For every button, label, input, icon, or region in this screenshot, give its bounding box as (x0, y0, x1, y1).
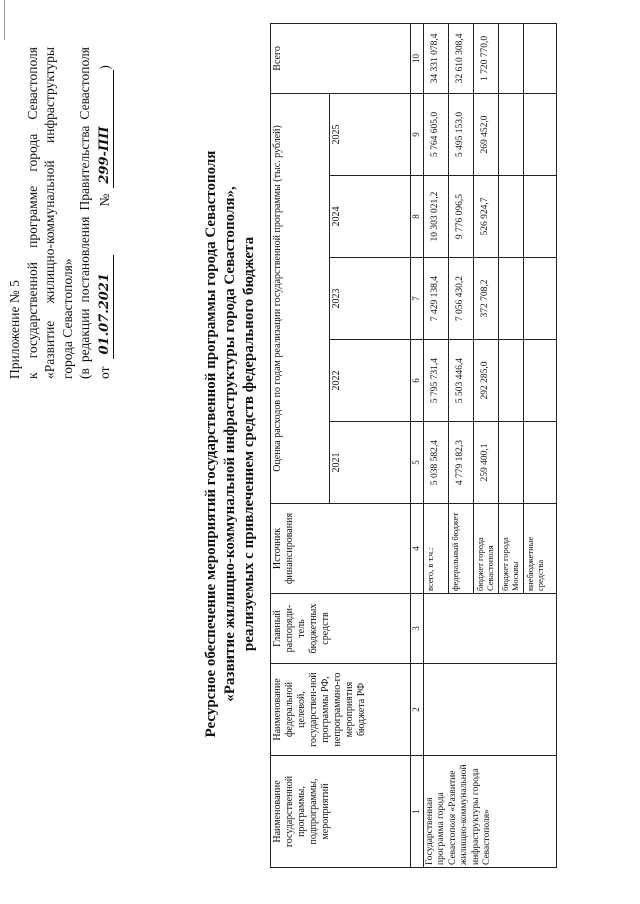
appendix-word: Севастополя (24, 47, 40, 120)
table-index-row (411, 23, 424, 867)
appendix-number-label: № (96, 193, 112, 207)
appendix-word: редакции (77, 308, 92, 363)
value-cell: 526 924,7 (473, 176, 498, 258)
appendix-word: государственной (24, 262, 40, 359)
index-cell: 10 (411, 23, 424, 93)
value-cell: 5 038 582,4 (423, 422, 448, 504)
appendix-number: Приложение № 5 (7, 280, 22, 379)
value-cell: 7 056 430,2 (448, 258, 473, 340)
value-cell: 32 610 308,4 (448, 23, 473, 93)
value-cell (498, 422, 523, 504)
funding-source-cell: федеральный бюджет (448, 504, 473, 594)
appendix-line-4 (59, 47, 77, 379)
appendix-line-6 (96, 47, 115, 379)
appendix-word: программе (24, 185, 40, 248)
value-cell (498, 340, 523, 422)
value-cell: 269 452,0 (473, 93, 498, 175)
appendix-line-2 (24, 47, 42, 379)
funding-source-cell: всего, в т.ч.: (423, 504, 448, 594)
title-line-2: «Развитие жилищно-коммунальной инфраструктуры города Севастополя», (222, 186, 238, 702)
table-row (423, 23, 448, 867)
value-cell: 34 331 078,4 (423, 23, 448, 93)
header-year: 2023 (330, 258, 411, 340)
value-cell (498, 23, 523, 93)
header-year: 2021 (330, 422, 411, 504)
header-expense-estimate: Оценка расходов по годам реализации государственной программы (тыс. рублей) (271, 93, 330, 503)
handwritten-date: 01.07.2021 (96, 255, 115, 359)
value-cell (523, 93, 556, 175)
value-cell: 10 303 021,2 (423, 176, 448, 258)
document-page (0, 4, 640, 884)
index-cell: 8 (411, 176, 424, 258)
value-cell: 7 429 138,4 (423, 258, 448, 340)
appendix-word: инфраструктуры (42, 47, 57, 144)
value-cell: 5 503 446,4 (448, 340, 473, 422)
funding-source-cell: бюджет города Севастополя (473, 504, 498, 594)
appendix-word: «Развитие (42, 320, 57, 379)
value-cell (523, 422, 556, 504)
header-program-name: Наименование государственной программы, подпрограммы, мероприятий (271, 756, 411, 868)
index-cell: 6 (411, 340, 424, 422)
index-cell: 4 (411, 504, 424, 594)
appendix-header (6, 47, 114, 379)
value-cell: 372 708,2 (473, 258, 498, 340)
funding-source-cell: бюджет города Москвы (498, 504, 523, 594)
title-line-3: реализуемых с привлечением средств федерального бюджета (241, 236, 257, 652)
appendix-word: к (24, 372, 40, 379)
appendix-from-label: от (96, 366, 112, 379)
value-cell (523, 340, 556, 422)
index-cell: 9 (411, 93, 424, 175)
index-cell: 2 (411, 664, 424, 756)
index-cell: 3 (411, 594, 424, 664)
appendix-program-city: города Севастополя» (59, 258, 75, 379)
appendix-word: жилищно-коммунальной (42, 160, 57, 304)
value-cell (498, 176, 523, 258)
header-year: 2025 (330, 93, 411, 175)
header-year: 2024 (330, 176, 411, 258)
index-cell: 5 (411, 422, 424, 504)
value-cell: 9 776 096,5 (448, 176, 473, 258)
handwritten-number: 299-ПП (96, 84, 115, 188)
table-header-row (271, 23, 330, 867)
header-budget-holder: Главный распоряди-тель бюджетных средств (271, 594, 411, 664)
funding-source-cell: внебюджетные средства (523, 504, 556, 594)
index-cell: 1 (411, 756, 424, 868)
appendix-closing-paren: ) (96, 65, 112, 70)
value-cell (498, 258, 523, 340)
value-cell: 5 795 731,4 (423, 340, 448, 422)
appendix-word: постановления (77, 216, 92, 303)
title-line-1: Ресурсное обеспечение мероприятий государственной программы города Севастополя (203, 150, 219, 738)
index-cell: 7 (411, 258, 424, 340)
value-cell (523, 258, 556, 340)
header-funding-source: Источник финансирования (271, 504, 411, 594)
appendix-word: (в (77, 368, 92, 379)
program-name-cell: Государственная программа города Севастополя «Развитие жилищно-коммунальной инфраструктуры города Севастополя» (423, 756, 556, 868)
value-cell: 259 400,1 (473, 422, 498, 504)
value-cell: 1 720 770,0 (473, 23, 498, 93)
document-title (202, 74, 259, 814)
appendix-word: Правительства (77, 125, 92, 211)
header-year: 2022 (330, 340, 411, 422)
appendix-line-3 (41, 47, 59, 379)
appendix-word: города (24, 133, 40, 172)
resource-table (270, 23, 557, 868)
appendix-word: Севастополя (77, 47, 92, 120)
header-total: Всего (271, 23, 411, 93)
header-federal-program: Наименование федеральной целевой, государствен-ной программы РФ, непрограммно-го мероприятия бюджета РФ (271, 664, 411, 756)
value-cell: 5 764 605,0 (423, 93, 448, 175)
value-cell: 5 495 153,0 (448, 93, 473, 175)
federal-program-cell (423, 664, 556, 756)
value-cell (498, 93, 523, 175)
value-cell: 292 285,0 (473, 340, 498, 422)
value-cell (523, 176, 556, 258)
value-cell (523, 23, 556, 93)
appendix-line-1 (6, 47, 24, 379)
budget-holder-cell (423, 594, 556, 664)
value-cell: 4 779 182,3 (448, 422, 473, 504)
appendix-line-5 (76, 47, 94, 379)
